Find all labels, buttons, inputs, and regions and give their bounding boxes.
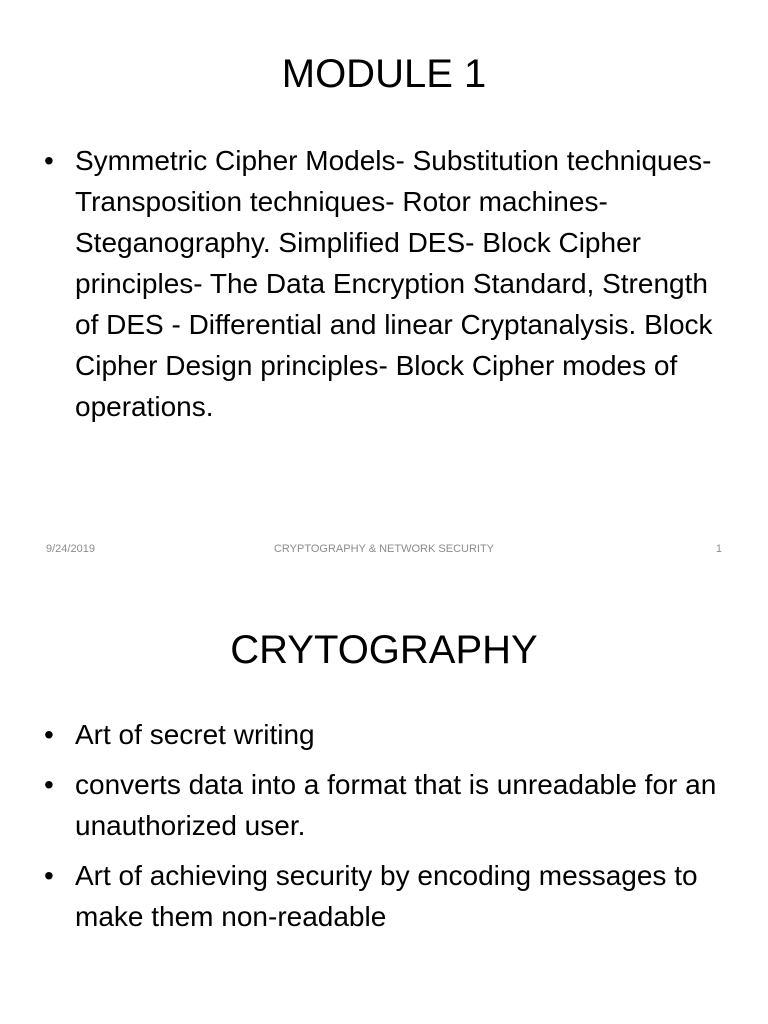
slide-2 bbox=[0, 576, 768, 1024]
slide-footer bbox=[0, 541, 768, 557]
bullet-marker: • bbox=[44, 145, 54, 176]
bullet-text: Art of achieving security by encoding messages to make them non-readable bbox=[75, 860, 698, 932]
bullet-list bbox=[44, 140, 724, 436]
bullet-text: Art of secret writing bbox=[75, 719, 315, 750]
bullet-marker: • bbox=[44, 769, 54, 800]
footer-date: 9/24/2019 bbox=[46, 543, 95, 555]
bullet-item bbox=[44, 140, 724, 427]
bullet-text: converts data into a format that is unreadable for an unauthorized user. bbox=[75, 769, 717, 841]
bullet-item bbox=[44, 764, 724, 846]
bullet-marker: • bbox=[44, 860, 54, 891]
footer-page-number: 1 bbox=[715, 543, 722, 555]
slide-title: CRYTOGRAPHY bbox=[230, 628, 538, 672]
slide-title: MODULE 1 bbox=[281, 52, 487, 96]
bullet-list bbox=[44, 714, 724, 946]
bullet-item bbox=[44, 714, 724, 755]
bullet-text: Symmetric Cipher Models- Substitution techniques- Transposition techniques- Rotor machines-Steganography. Simplified DES- Block Cipher principles- The Data Encryption Standard, Strength of DES - Differential and linear Cryptanalysis. Block Cipher Design principles- Block Cipher modes of operations. bbox=[75, 145, 713, 422]
footer-title: CRYPTOGRAPHY & NETWORK SECURITY bbox=[273, 543, 495, 555]
bullet-marker: • bbox=[44, 719, 54, 750]
bullet-item bbox=[44, 855, 724, 937]
